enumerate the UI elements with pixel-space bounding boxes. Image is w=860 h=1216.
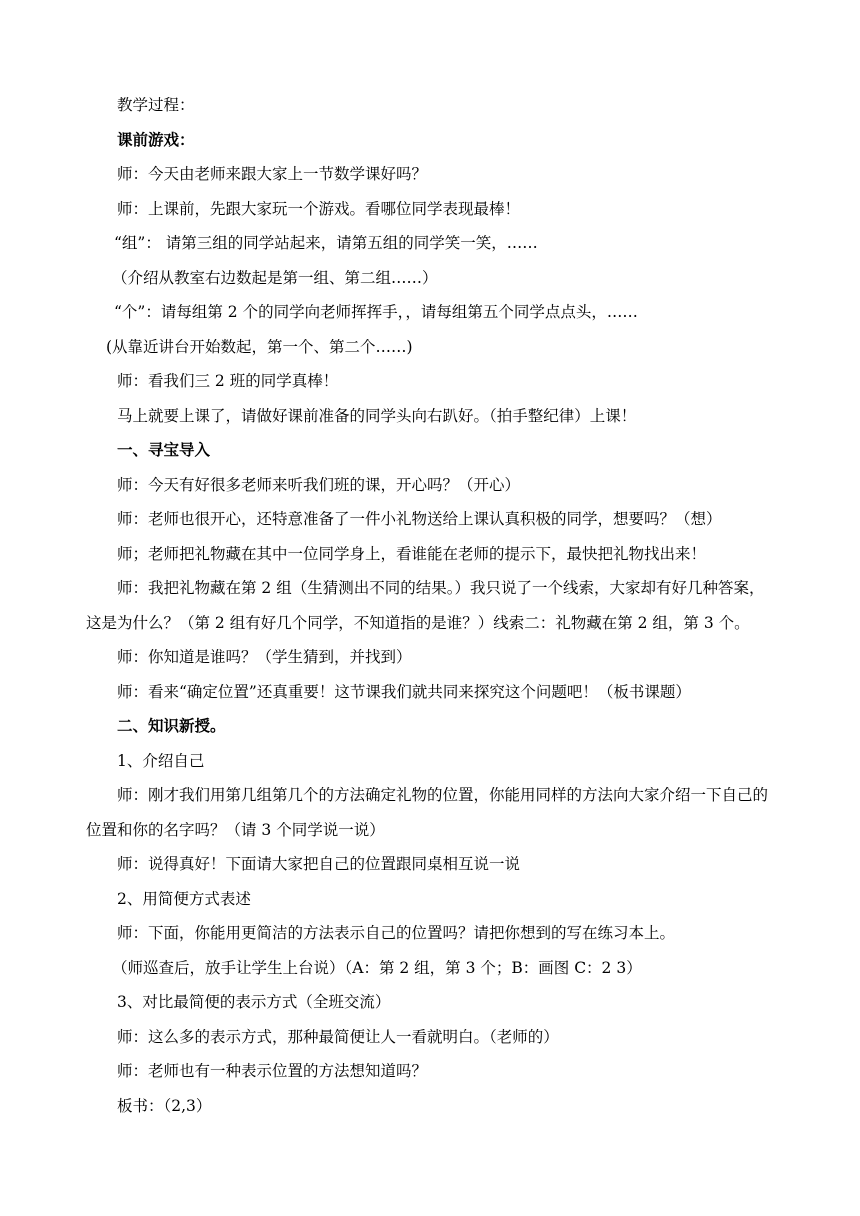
paragraph: 师：这么多的表示方式，那种最简便让人一看就明白。（老师的）	[117, 1027, 559, 1046]
paragraph: 3、对比最简便的表示方式（全班交流）	[117, 993, 391, 1011]
paragraph: 师：下面，你能用更简洁的方法表示自己的位置吗？请把你想到的写在练习本上。	[117, 924, 676, 942]
section-heading: 一、寻宝导入	[117, 441, 211, 459]
paragraph: 师：老师也很开心，还特意准备了一件小礼物送给上课认真积极的同学，想要吗？（想）	[117, 510, 722, 528]
paragraph: 教学过程：	[117, 96, 195, 114]
paragraph: 师：今天有好很多老师来听我们班的课，开心吗？（开心）	[117, 475, 521, 494]
paragraph: 师：我把礼物藏在第 2 组（生猜测出不同的结果。）我只说了一个线索，大家却有好几种答案，这是为什么？（第 2 组有好几个同学，不知道指的是谁？）线索二：礼物藏在第 2 组，第 3 个。	[86, 579, 765, 632]
paragraph: （介绍从教室右边数起是第一组、第二组……）	[112, 268, 438, 287]
paragraph: “个”：请每组第 2 个的同学向老师挥挥手，，请每组第五个同学点点头，……	[114, 303, 638, 321]
paragraph: 师：你知道是谁吗？（学生猜到，并找到）	[117, 648, 412, 666]
paragraph: 1、介绍自己	[117, 751, 205, 770]
document-body	[86, 88, 776, 1123]
paragraph: 师：老师也有一种表示位置的方法想知道吗？	[117, 1062, 428, 1080]
section-heading: 课前游戏：	[117, 130, 195, 149]
paragraph: (从靠近讲台开始数起，第一个、第二个……)	[106, 337, 413, 356]
paragraph: 2、用简便方式表述	[117, 889, 251, 908]
paragraph: （师巡查后，放手让学生上台说）（A：第 2 组，第 3 个；B：画图 C：2 3）	[112, 958, 642, 977]
paragraph: 师：看我们三 2 班的同学真棒！	[117, 372, 339, 390]
paragraph: 师：刚才我们用第几组第几个的方法确定礼物的位置，你能用同样的方法向大家介绍一下自己的位置和你的名字吗？（请 3 个同学说一说）	[86, 786, 769, 839]
paragraph: 板书：（2,3）	[117, 1096, 212, 1115]
paragraph: 师：说得真好！下面请大家把自己的位置跟同桌相互说一说	[117, 855, 521, 873]
paragraph: 师：今天由老师来跟大家上一节数学课好吗？	[117, 165, 428, 183]
paragraph: 师；老师把礼物藏在其中一位同学身上，看谁能在老师的提示下，最快把礼物找出来！	[117, 544, 707, 563]
paragraph: 师：看来“确定位置”还真重要！这节课我们就共同来探究这个问题吧！（板书课题）	[117, 682, 691, 701]
section-heading: 二、知识新授。	[117, 717, 226, 735]
paragraph: “组”： 请第三组的同学站起来，请第五组的同学笑一笑，……	[114, 234, 538, 252]
paragraph: 马上就要上课了，请做好课前准备的同学头向右趴好。（拍手整纪律）上课！	[117, 406, 637, 425]
paragraph: 师：上课前，先跟大家玩一个游戏。看哪位同学表现最棒！	[117, 199, 521, 218]
